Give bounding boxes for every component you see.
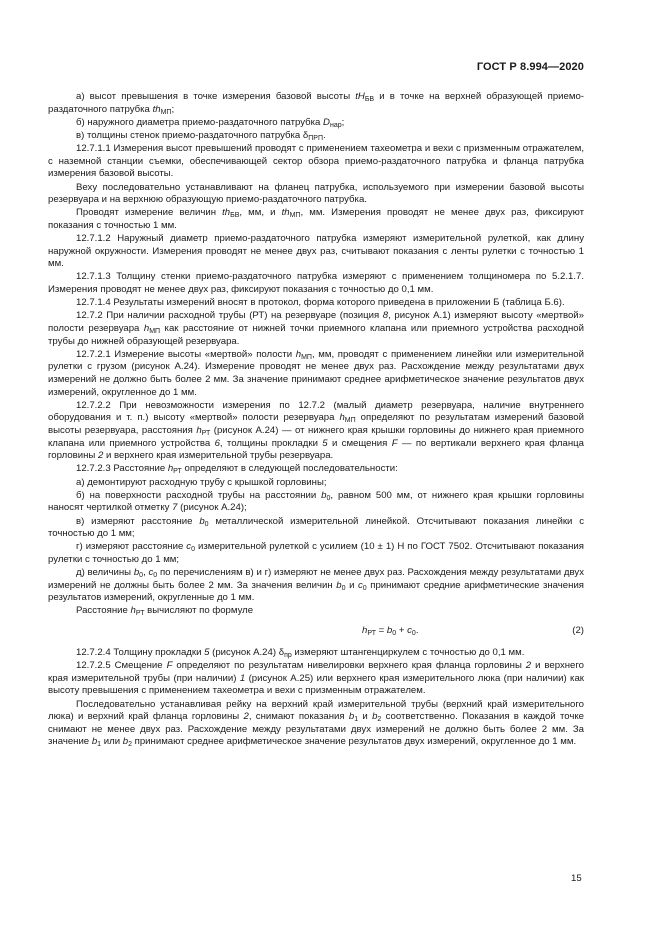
paragraph: 12.7.2.5 Смещение F определяют по результатам нивелировки верхнего края фланца горловины 2 и верхнего края измерительной трубы (при наличии) 1 (рисунок А.25) или верхнего края измерительного люка (при наличии) как высоту превышения с применением тахеометра и вехи с призменным отражателем. bbox=[48, 660, 585, 697]
paragraph: в) толщины стенок приемо-раздаточного патрубка $\delta_{ПРП}$. bbox=[76, 129, 326, 142]
paragraph: 12.7.2 При наличии расходной трубы (РТ) на резервуаре (позиция 8, рисунок А.1) измеряют высоту «мертвой» полости резервуара $h_{МП}$ как расстояние от нижней точки приемного клапана или приемного устройства расходной трубы до нижней образующей резервуара. bbox=[48, 310, 584, 347]
paragraph: Последовательно устанавливая рейку на верхний край измерительной трубы (верхний край измерительного люка) и верхний край фланца горловины 2, снимают показания $b_1$ и $b_2$ соответственно. Показания в каждой точке снимают не менее двух раз. Расхождение между результатами двух измерений не должно быть более 2 мм. За значение $b_1$ или $b_2$ принимают среднее арифметическое значение результатов двух измерений, округленное до 1 мм. bbox=[48, 698, 584, 749]
paragraph-group-after-formula bbox=[48, 647, 584, 749]
paragraph-group-before-formula bbox=[48, 91, 584, 618]
paragraph: а) высот превышения в точке измерения базовой высоты $tH_{БВ}$ и в точке на верхней образующей приемо-раздаточного патрубка $th_{МП}$; bbox=[48, 91, 585, 116]
paragraph: Веху последовательно устанавливают на фланец патрубка, используемого при измерении базовой высоты резервуара и на верхнюю образующую приемо-раздаточного патрубка. bbox=[48, 181, 584, 206]
paragraph: д) величины $b_0$, $c_0$ по перечислениям в) и г) измеряют не менее двух раз. Расхождения между результатами двух измерений не должны быть более 2 мм. За значения величин $b_0$ и $c_0$ принимают средние арифметические значения результатов измерений, округленные до 1 мм. bbox=[48, 567, 584, 604]
paragraph: 12.7.2.3 Расстояние $h_{РТ}$ определяют в следующей последовательности: bbox=[76, 463, 398, 476]
formula-number: (2) bbox=[572, 625, 584, 637]
paragraph: 12.7.2.4 Толщину прокладки 5 (рисунок А.24) $\delta_{пр}$ измеряют штангенциркулем с точностью до 0,1 мм. bbox=[76, 647, 525, 660]
paragraph: 12.7.1.1 Измерения высот превышений проводят с применением тахеометра и вехи с призменным отражателем, с наземной станции съемки, обеспечивающей сектор обзора приемо-раздаточного патрубка и фланца патрубка измерения базовой высоты. bbox=[48, 143, 584, 180]
document-code: ГОСТ Р 8.994—2020 bbox=[476, 61, 584, 73]
paragraph: 12.7.1.3 Толщину стенки приемо-раздаточного патрубка измеряют с применением толщиномера по 5.2.1.7. Измерения проводят не менее двух раз, фиксируют показания с точностью до 0,1 мм. bbox=[48, 271, 584, 296]
paragraph: б) на поверхности расходной трубы на расстоянии $b_0$, равном 500 мм, от нижнего края крышки горловины наносят чертилкой отметку 7 (рисунок А.24); bbox=[48, 489, 584, 514]
paragraph: б) наружного диаметра приемо-раздаточного патрубка $D_{нар}$; bbox=[76, 116, 345, 129]
formula-expression: $h_{РТ} = b_0 + c_0$. bbox=[362, 625, 419, 638]
paragraph: 12.7.2.2 При невозможности измерения по 12.7.2 (малый диаметр резервуара, наличие внутреннего оборудования и т. п.) высоту «мертвой» полости резервуара $h_{МП}$ определяют по результатам измерений базовой высоты резервуара, расстояния $h_{РТ}$ (рисунок А.24) — от нижнего края крышки горловины до нижнего края приемного клапана или приемного устройства 6, толщины прокладки 5 и смещения F — по вертикали верхнего края фланца горловины 2 и верхнего края измерительной трубы резервуара. bbox=[48, 399, 584, 462]
formula-2 bbox=[48, 622, 584, 642]
page-number: 15 bbox=[571, 873, 582, 884]
paragraph: Расстояние $h_{РТ}$ вычисляют по формуле bbox=[76, 605, 254, 618]
paragraph: 12.7.1.2 Наружный диаметр приемо-раздаточного патрубка измеряют измерительной рулеткой, как длину наружной окружности. Измерения проводят не менее двух раз, считывают показания с ленты рулетки с точностью 1 мм. bbox=[48, 233, 584, 270]
document-body bbox=[48, 91, 584, 750]
paragraph: а) демонтируют расходную трубу с крышкой горловины; bbox=[76, 476, 327, 488]
paragraph: Проводят измерение величин $th_{БВ}$, мм, и $th_{МП}$, мм. Измерения проводят не менее двух раз, фиксируют показания с точностью 1 мм. bbox=[48, 207, 584, 231]
paragraph: в) измеряют расстояние $b_0$ металлической измерительной линейкой. Отсчитывают показания линейки с точностью до 1 мм; bbox=[48, 515, 584, 540]
paragraph: г) измеряют расстояние $c_0$ измерительной рулеткой с усилием (10 ± 1) Н по ГОСТ 7502. Отсчитывают показания рулетки с точностью до 1 мм; bbox=[48, 541, 584, 565]
paragraph: 12.7.1.4 Результаты измерений вносят в протокол, форма которого приведена в приложении Б (таблица Б.6). bbox=[76, 297, 565, 309]
paragraph: 12.7.2.1 Измерение высоты «мертвой» полости $h_{МП}$, мм, проводят с применением линейки или измерительной рулетки с грузом (рисунок А.24). Измерение проводят не менее двух раз. Расхождение между результатами двух измерений не должно быть более 2 мм. За значение принимают среднее арифметическое значение результатов двух измерений, округленное до 1 мм. bbox=[48, 348, 584, 398]
